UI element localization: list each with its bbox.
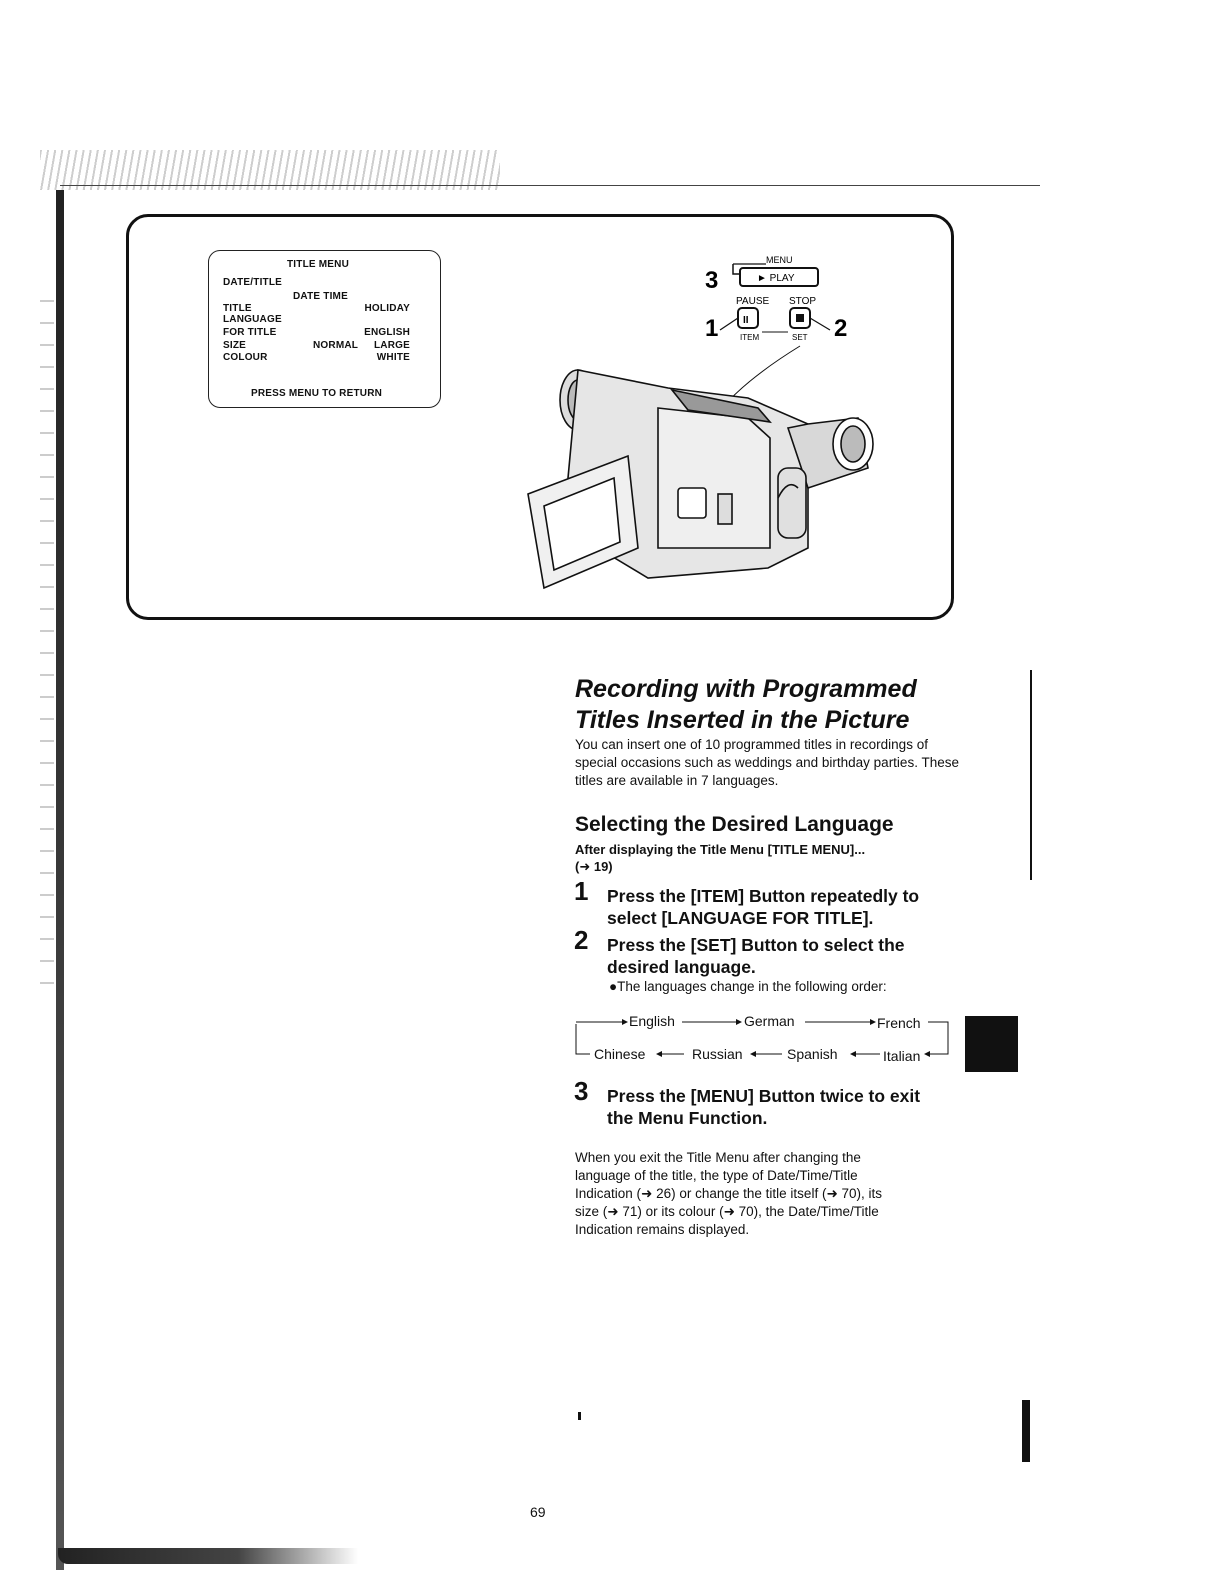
stop-label: STOP: [789, 296, 817, 307]
step-2-leader: [810, 318, 830, 330]
section-title-line1: Recording with Programmed: [575, 675, 917, 703]
language-french: French: [877, 1015, 921, 1031]
closing-line5: Indication remains displayed.: [575, 1222, 750, 1237]
step-3-line1: Press the [MENU] Button twice to exit: [607, 1086, 921, 1106]
step-1-label: 1: [705, 315, 719, 342]
scan-noise-left: [40, 300, 54, 1000]
language-order-note: ●The languages change in the following order:: [609, 979, 887, 994]
language-russian: Russian: [692, 1046, 743, 1062]
intro-paragraph: You can insert one of 10 programmed titles in recordings of special occasions such as weddings and birthday parties. These titles are available in 7 languages.: [575, 737, 959, 788]
camcorder-illustration: [508, 248, 908, 608]
closing-paragraph: [575, 1149, 960, 1239]
language-cycle-diagram: [572, 1008, 962, 1068]
step-2-line1: Press the [SET] Button to select the: [607, 935, 905, 955]
page-number: 69: [530, 1504, 546, 1520]
stop-glyph: [796, 314, 804, 322]
menu-heading: DATE/TITLE: [223, 277, 283, 288]
subsection-title: Selecting the Desired Language: [575, 813, 894, 836]
title-menu-display: [208, 250, 441, 408]
menu-label: MENU: [766, 255, 793, 265]
stray-mark: [578, 1412, 581, 1420]
menu-language-label2: FOR TITLE: [223, 327, 277, 338]
scan-binding-edge: [56, 190, 64, 1570]
play-label: ► PLAY: [757, 273, 795, 284]
set-label: SET: [792, 333, 808, 342]
step-2-label: 2: [834, 315, 848, 342]
closing-line1: When you exit the Title Menu after changing the: [575, 1150, 861, 1165]
menu-title-value: HOLIDAY: [364, 303, 410, 314]
language-german: German: [744, 1013, 795, 1029]
step-3-text: [607, 1085, 957, 1129]
menu-date-time: DATE TIME: [293, 291, 348, 302]
menu-language-value: ENGLISH: [364, 327, 410, 338]
step-3-line2: the Menu Function.: [607, 1108, 768, 1128]
step-3-label: 3: [705, 267, 719, 294]
step-2-number: 2: [574, 925, 589, 955]
menu-size-normal: NORMAL: [313, 340, 359, 351]
step-1-line2: select [LANGUAGE FOR TITLE].: [607, 908, 874, 928]
after-line2: (➜ 19): [575, 859, 613, 874]
pause-label: PAUSE: [736, 296, 770, 307]
menu-bracket: [733, 264, 740, 274]
item-label: ITEM: [740, 333, 760, 342]
step-1-number: 1: [574, 876, 589, 906]
after-line1: After displaying the Title Menu [TITLE MENU]...: [575, 842, 866, 857]
menu-language-label: LANGUAGE: [223, 314, 282, 325]
menu-title: TITLE MENU: [287, 259, 349, 270]
menu-colour-label: COLOUR: [223, 352, 268, 363]
pause-glyph: II: [743, 315, 749, 326]
menu-colour-value: WHITE: [376, 352, 410, 363]
menu-title-label: TITLE: [223, 303, 252, 314]
section-title: [575, 674, 975, 736]
page-top-rule: [60, 185, 1040, 186]
step-1-line1: Press the [ITEM] Button repeatedly to: [607, 886, 920, 906]
closing-line4: size (➜ 71) or its colour (➜ 70), the Date/Time/Title: [575, 1204, 879, 1219]
language-chinese: Chinese: [594, 1046, 646, 1062]
scan-noise-bottom: [58, 1548, 358, 1564]
scan-noise-top: [40, 150, 500, 190]
chapter-tab-marker: [965, 1016, 1018, 1072]
menu-size-label: SIZE: [223, 340, 247, 351]
language-spanish: Spanish: [787, 1046, 838, 1062]
camcorder-body: [528, 370, 873, 588]
edge-mark-1: [1030, 670, 1032, 880]
edge-mark-2: [1022, 1400, 1030, 1462]
after-displaying-note: [575, 841, 955, 875]
language-italian: Italian: [883, 1048, 921, 1064]
step-1-leader: [720, 318, 738, 330]
step-2-line2: desired language.: [607, 957, 756, 977]
step-2-text: [607, 934, 957, 978]
language-english: English: [629, 1013, 675, 1029]
closing-line2: language of the title, the type of Date/Time/Title: [575, 1168, 858, 1183]
closing-line3: Indication (➜ 26) or change the title itself (➜ 70), its: [575, 1186, 883, 1201]
menu-footer: PRESS MENU TO RETURN: [251, 388, 383, 399]
step-3-number: 3: [574, 1076, 589, 1106]
step-1-text: [607, 885, 957, 929]
section-title-line2: Titles Inserted in the Picture: [575, 706, 910, 734]
menu-size-large: LARGE: [374, 340, 410, 351]
